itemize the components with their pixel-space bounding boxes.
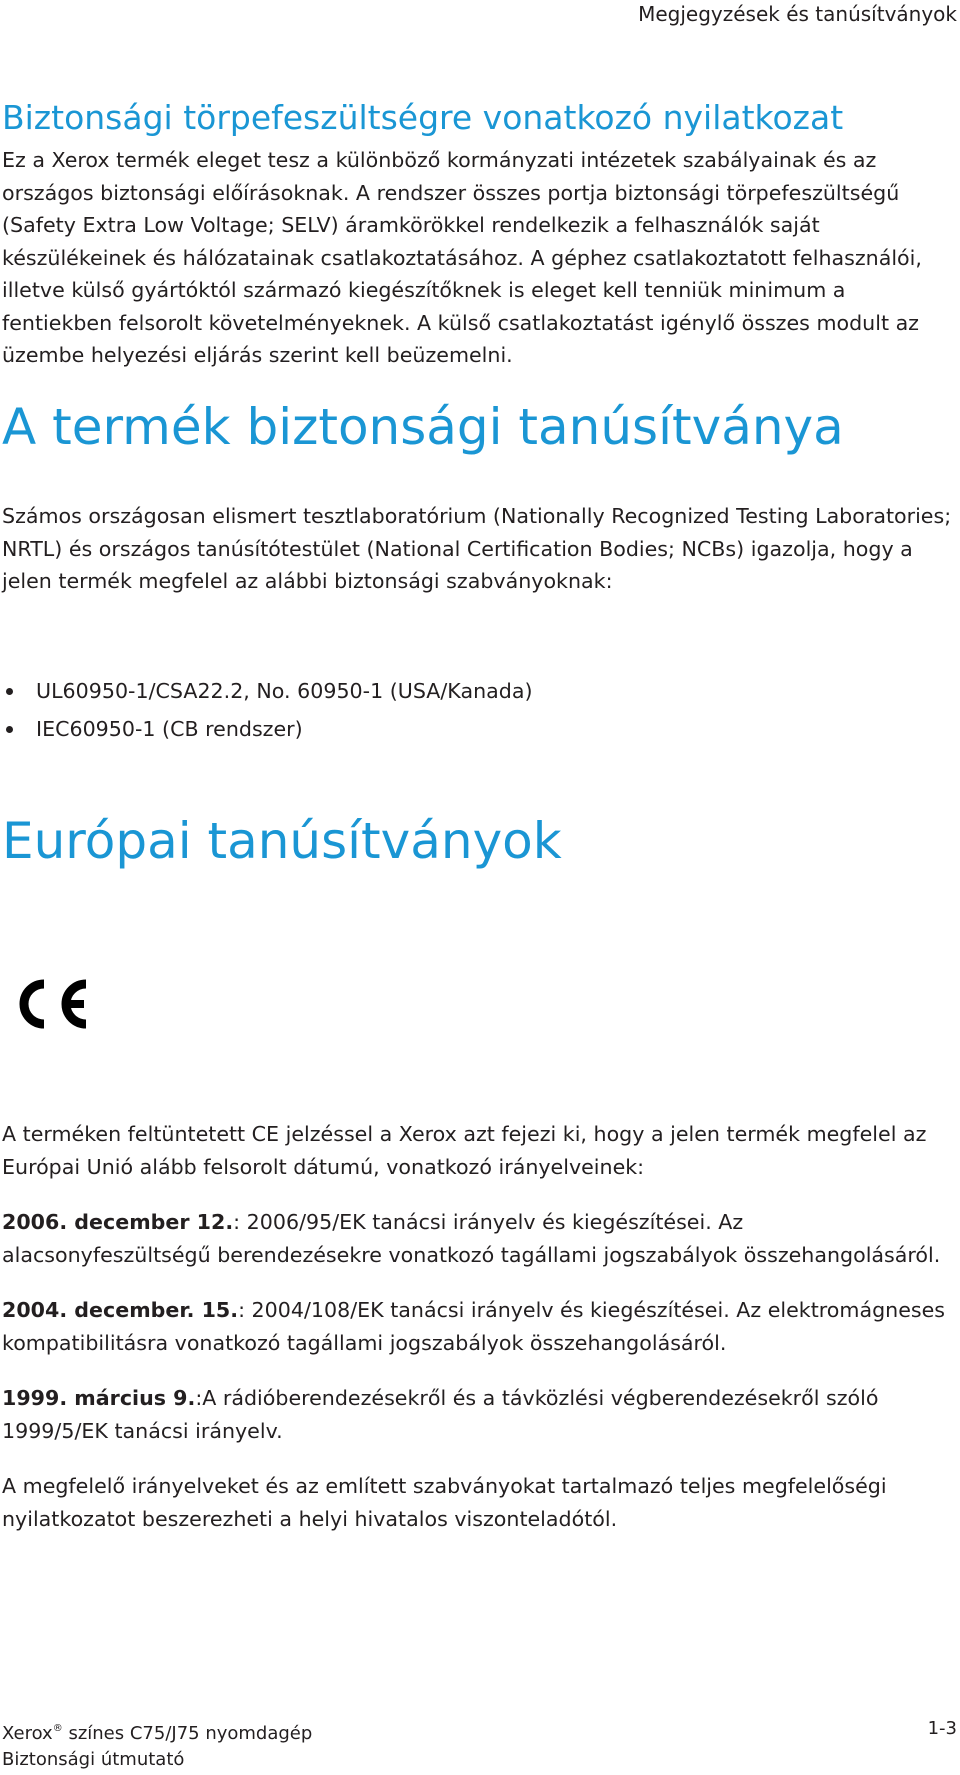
ce-mark-icon [14,976,94,1032]
directive-text: : 2006/95/EK tanácsi irányelv és kiegészítései. Az alacsonyfeszültségű berendezésekre vonatkozó tagállami jogszabályok összehangolásáról. [2,1210,941,1267]
footer-product-info [2,1716,312,1773]
standard-text: IEC60950-1 (CB rendszer) [36,717,303,741]
directive-item [2,1206,952,1271]
registered-mark: ® [52,1723,63,1734]
directive-item [2,1294,952,1359]
ce-intro-paragraph: A terméken feltüntetett CE jelzéssel a Xerox azt fejezi ki, hogy a jelen termék megfelel az Európai Unió alább felsorolt dátumú, vonatkozó irányelveinek: [2,1122,927,1179]
bullet-icon [6,688,13,695]
bullet-icon [6,726,13,733]
directive-date: 2004. december. 15. [2,1298,239,1322]
directive-text: : 2004/108/EK tanácsi irányelv és kiegészítései. Az elektromágneses kompatibilitásra vonatkozó tagállami jogszabályok összehangolásáról. [2,1298,946,1355]
directive-date: 2006. december 12. [2,1210,234,1234]
european-heading: Európai tanúsítványok [2,812,562,870]
product-safety-heading: A termék biztonsági tanúsítványa [2,398,844,456]
running-header: Megjegyzések és tanúsítványok [638,2,957,26]
page-number: 1-3 [927,1718,957,1739]
selv-paragraph: Ez a Xerox termék eleget tesz a különböző kormányzati intézetek szabályainak és az országos biztonsági előírásoknak. A rendszer összes portja biztonsági törpefeszültségű (Safety Extra Low Voltage; SELV) áramkörökkel rendelkezik a felhasználók saját készülékeinek és hálózatainak csatlakoztatásához. A géphez csatlakoztatott felhasználói, illetve külső gyártóktól származó kiegészítőknek is eleget kell tenniük minimum a fentiekben felsorolt követelményeknek. A külső csatlakoztatást igénylő összes modult az üzembe helyezési eljárás szerint kell beüzemelni. [2,148,922,367]
directive-item [2,1382,952,1447]
footer-product: színes C75/J75 nyomdagép [62,1723,313,1744]
directive-text: :A rádióberendezésekről és a távközlési végberendezésekről szóló 1999/5/EK tanácsi irányelv. [2,1386,879,1443]
closing-paragraph: A megfelelő irányelveket és az említett szabványokat tartalmazó teljes megfelelőségi nyilatkozatot beszerezheti a helyi hivatalos viszonteladótól. [2,1474,887,1531]
list-item [0,672,532,710]
product-safety-paragraph: Számos országosan elismert tesztlaboratórium (Nationally Recognized Testing Laboratories; NRTL) és országos tanúsítótestület (National Certification Bodies; NCBs) igazolja, hogy a jelen termék megfelel az alábbi biztonsági szabványoknak: [2,504,952,593]
footer-brand: Xerox [2,1723,53,1744]
directive-date: 1999. március 9. [2,1386,196,1410]
footer-guide: Biztonsági útmutató [2,1749,185,1770]
standards-list [0,672,532,748]
selv-heading: Biztonsági törpefeszültségre vonatkozó nyilatkozat [2,98,844,137]
standard-text: UL60950-1/CSA22.2, No. 60950-1 (USA/Kanada) [36,679,533,703]
list-item [0,710,532,748]
